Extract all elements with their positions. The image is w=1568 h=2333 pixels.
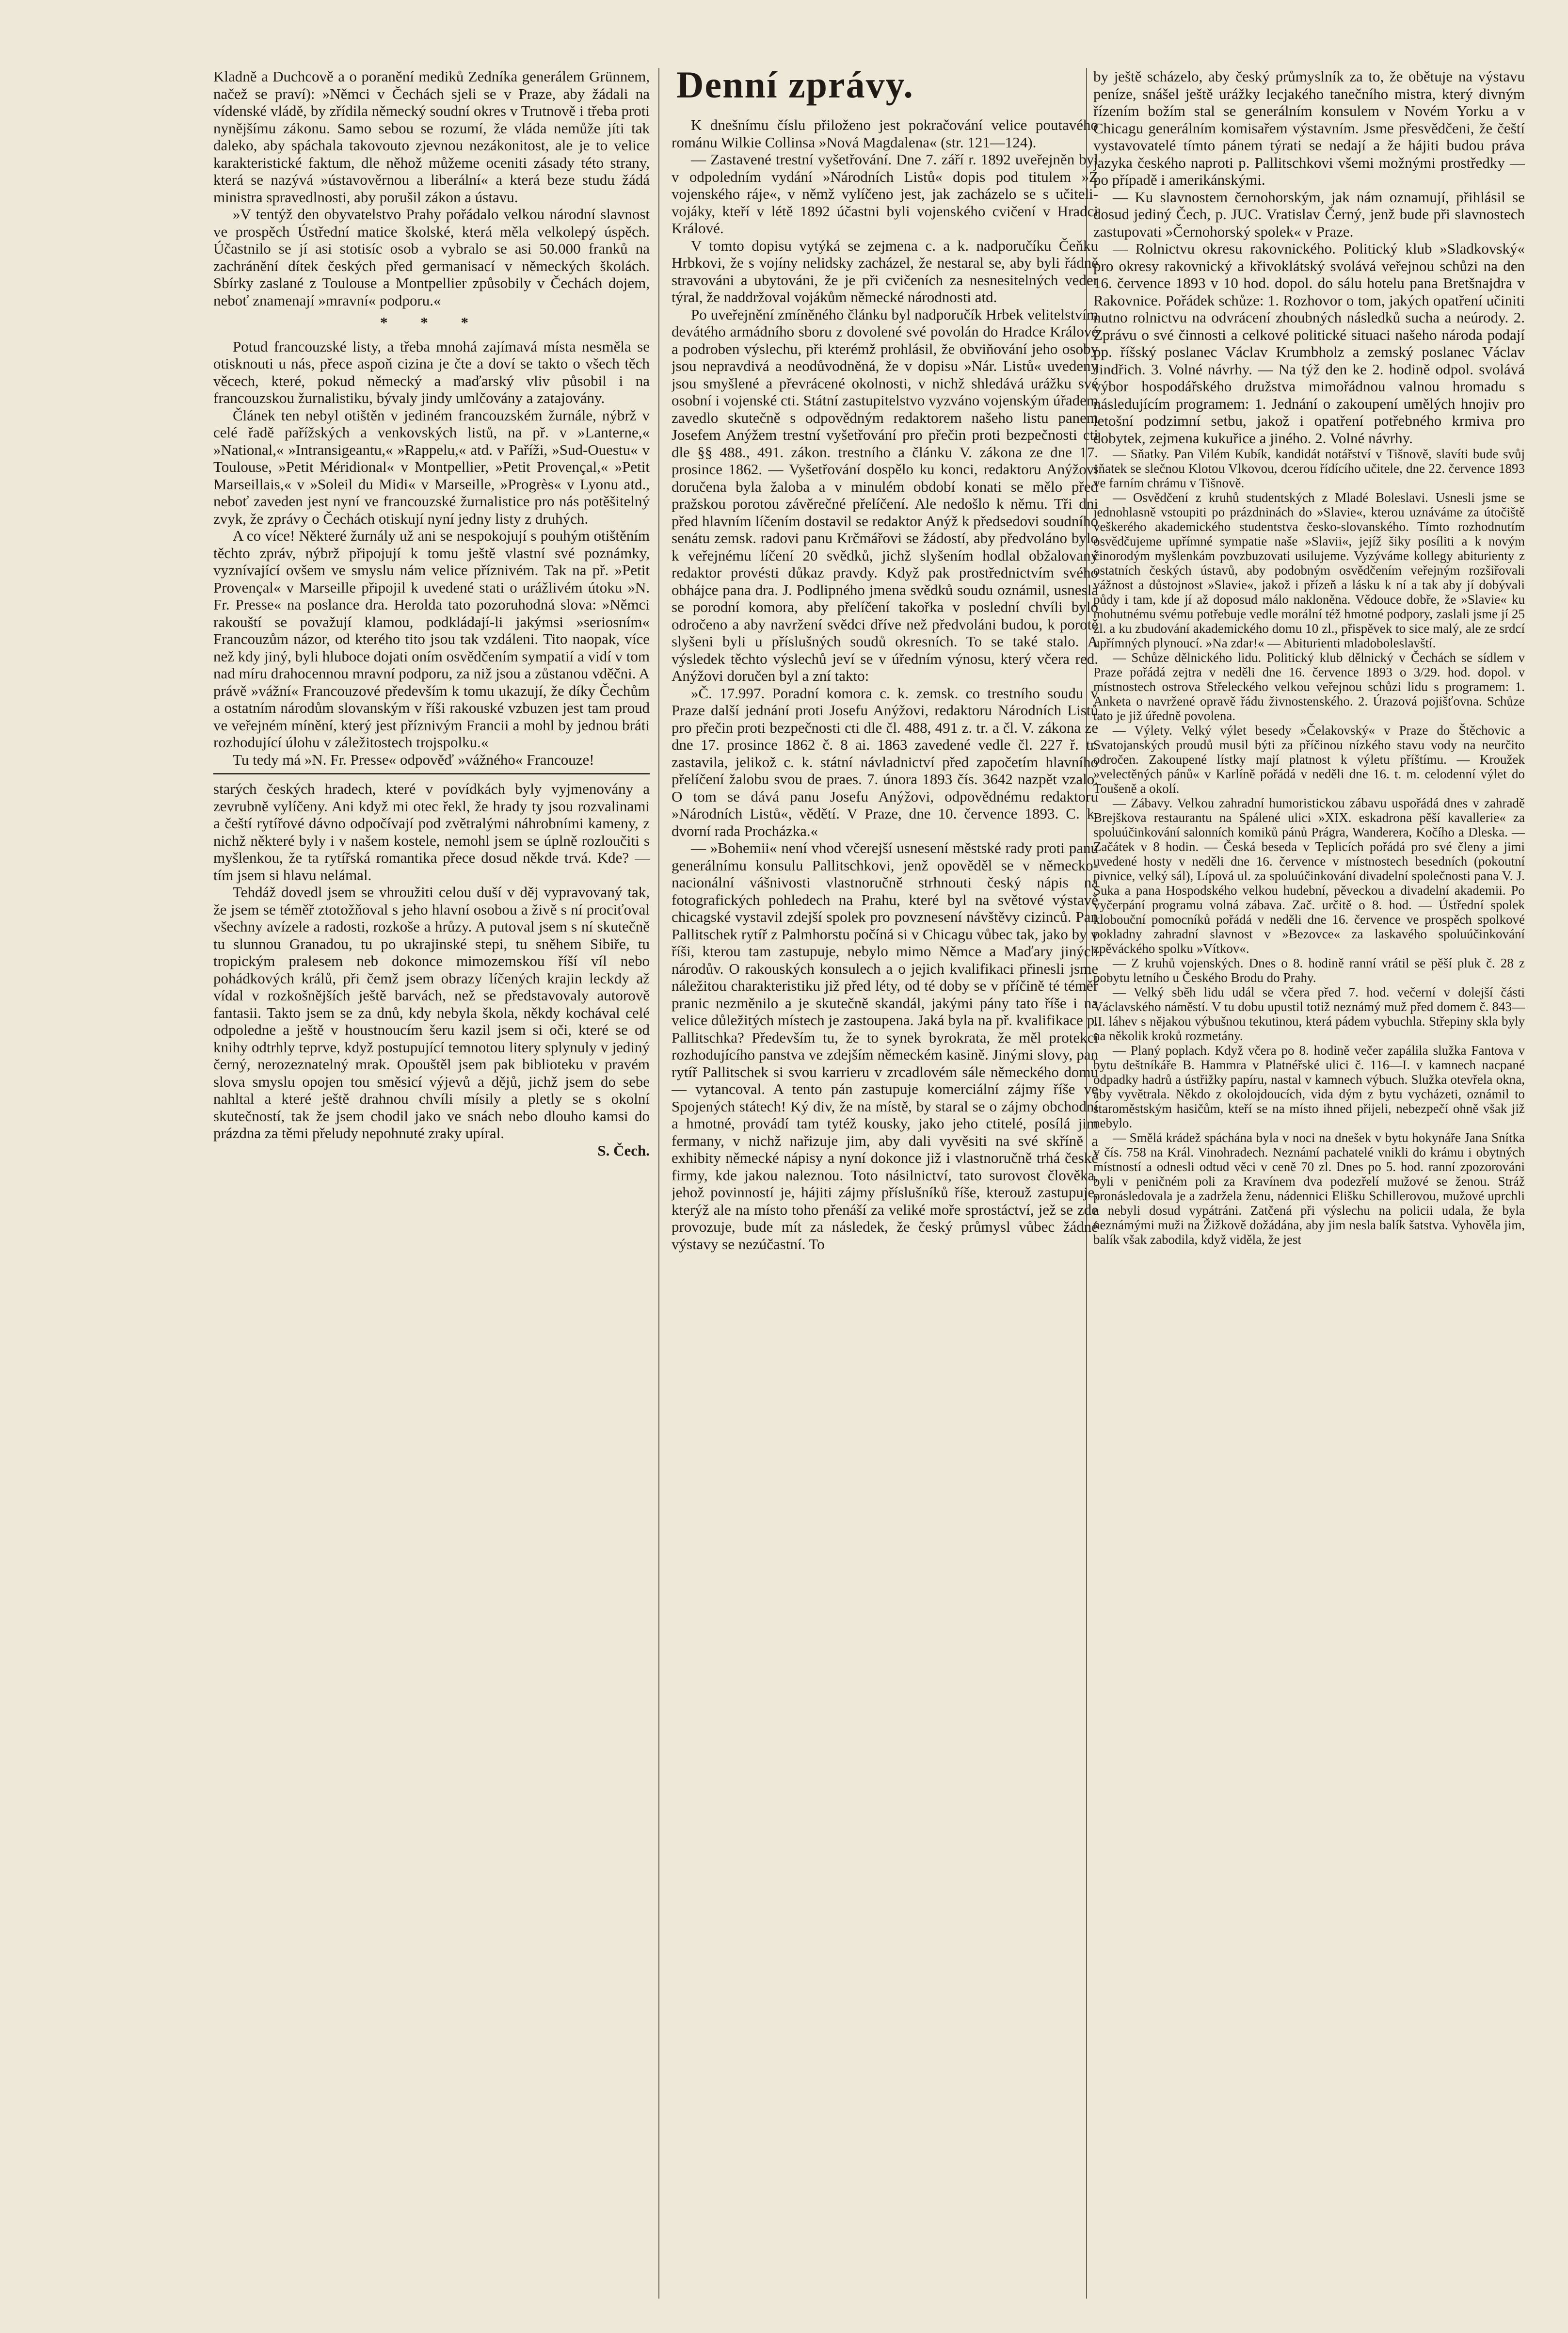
- news-item: — Sňatky. Pan Vilém Kubík, kandidát notářství v Tišnově, slavíti bude svůj sňatek se slečnou Klotou Vlkovou, dcerou řídícího učitele, dne 22. července 1893 ve farním chrámu v Tišnově.: [1093, 447, 1525, 490]
- article-paragraph: Potud francouzské listy, a třeba mnohá zajímavá místa nesměla se otisknouti u nás, přece aspoň cizina je čte a doví se takto o všech těch věcech, které, pokud německý a maďarský vliv působil i na francouzskou žurnalistiku, bývaly jindy umlčovány a zatajovány.: [213, 338, 650, 406]
- article-paragraph: A co více! Některé žurnály už ani se nespokojují s pouhým otištěním těchto zpráv, nýbrž připojují k tomu ještě vlastní své poznámky, vyznívající ovšem ve smyslu nám velice příznivém. Tak na př. »Petit Provençal« v Marseille připojil k uvedené stati o urážlivém útoku »N. Fr. Presse« na poslance dra. Herolda tato pozoruhodná slova: »Němci rakouští se považují klamou, podkládají-li jakýmsi »seriosním« Francouzům názor, od kterého tito jsou tak vzdáleni. Tito naopak, více než kdy jiný, byli hluboce dojati oním osvědčením sympatií a vidí v tom nad míru drahocennou mravní podporu, za niž jsou a zůstanou vděčni. A právě »vážní« Francouzové především k tomu ukazují, že díky Čechům a ostatním národům slovanským v říši rakouské vzbuzen jest tam proud ve veřejném mínění, který jest příznivým Francii a mohl by jednou bráti rozhodující úlohu v záležitostech trojspolku.«: [213, 527, 650, 751]
- news-item: — Planý poplach. Když včera po 8. hodině večer zapálila služka Fantova v bytu deštníkáře B. Hammra v Platnéřské ulici č. 116—I. v kamnech nacpané odpadky hadrů a ústřižky papíru, nastal v kamnech výbuch. Služka otevřela okna, aby vyvětrala. Někdo z okolojdoucích, vida dým z bytu vycházeti, oznámil to staroměstským hasičům, kteří se na místo ihned přijeli, nebezpečí ohně však již nebylo.: [1093, 1043, 1525, 1130]
- section-separator: * * *: [380, 314, 483, 331]
- news-item: — Rolnictvu okresu rakovnického. Politický klub »Sladkovský« pro okresy rakovnický a křivoklátský svolává veřejnou schůzi na den 16. července 1893 v 10 hod. dopol. do sálu hotelu pana Bretšnajdra v Rakovnice. Pořádek schůze: 1. Rozhovor o tom, jakých opatření učiniti nutno rolnictvu na odvrácení zhoubných následků sucha a neúrody. 2. Zprávu o své činnosti a celkové politické situaci našeho národa podají pp. říšský poslanec Václav Krumbholz a zemský poslanec Václav Jindřich. 3. Volné návrhy. — Na týž den ke 2. hodině odpol. svolává výbor hospodářského družstva mimořádnou valnou hromadu s následujícím programem: 1. Jednání o zakoupení umělých hnojiv pro letošní podzimní setbu, jakož i opatření potřebného krmiva pro dobytek, zejmena kukuřice a jiného. 2. Volné návrhy.: [1093, 240, 1525, 447]
- news-item: — Zastavené trestní vyšetřování. Dne 7. září r. 1892 uveřejněn byl v odpoledním vydání »Národních Listů« dopis pod titulem »Z vojenského ráje«, v němž vylíčeno jest, jak zacházelo se s učiteli-vojáky, kteří v létě 1892 účastni byli vojenského cvičení v Hradci Králové.: [672, 151, 1098, 237]
- feuilleton-paragraph: starých českých hradech, které v povídkách byly vyjmenovány a zevrubně vylíčeny. Ani když mi otec řekl, že hrady ty jsou rozvalinami a čeští rytířové dávno odpočívají pod zvětralými náhrobními kameny, z nichž některé byly i v našem kostele, nemohl jsem se úplně rozloučiti s myšlenkou, že ta rytířská romantika přece dosud někde trvá. Kde? — tím jsem si hlavu nelámal.: [213, 780, 650, 884]
- article-paragraph: Tu tedy má »N. Fr. Presse« odpověď »vážného« Francouze!: [233, 751, 594, 768]
- news-item: — Schůze dělnického lidu. Politický klub dělnický v Čechách se sídlem v Praze pořádá zejtra v neděli dne 16. července 1893 o 3/29. hod. dopol. v místnostech ostrova Střeleckého velkou veřejnou schůzi lidu s programem: 1. Anketa o navržené opravě řádu živnostenského. 2. Úrazová pojišťovna. Schůze tato je již úředně povolena.: [1093, 650, 1525, 723]
- news-item: — »Bohemii« není vhod včerejší usnesení městské rady proti panu generálnímu konsulu Pallitschkovi, jenž opověděl se v německo-nacionální vášnivosti vlastnoručně strhnouti český nápis na fotografických pohledech na Prahu, které byl na světové výstavě chicagské vystavil zdejší spolek pro povznesení návštěvy cizinců. Pan Pallitschek rytíř z Palmhorstu počíná si v Chicagu vůbec tak, jako by v říši, kterou tam zastupuje, nebylo mimo Němce a Maďary jiných národův. O rakouských konsulech a o jejich kvalifikaci přinesli jsme náležitou charakteristiku již před léty, od té doby se v příčině té téměř pranic nezměnilo a je skutečně skandál, jakými pány tato říše i na velice důležitých místech je zastoupena. Jaká byla na př. kvalifikace p. Pallitschka? Především tu, že to synek byrokrata, že měl protekci rozhodujícího panstva ve zdejším německém kasině. Jinými slovy, pan rytíř Pallitschek si svou karrieru v zrcadlovém sále německého domu — vytancoval. A tento pán zastupuje komerciální zájmy říše ve Spojených státech! Ký div, že na místě, by staral se o zájmy obchodní a hmotné, provádí tam tytéž kousky, jako jeho ctitelé, posílá jim fermany, v nichž nařizuje jim, aby dali vyvěsiti na své skříně a exhibity německé nápisy a nyní dokonce již i vlastnoručně trhá české firmy, kde jakou naleznou. Toto násilnictví, tato surovost člověka, jehož povinností je, hájiti zájmy příslušníků říše, kterouž zastupuje, kterýž ale na místo toho přenáší za veliké moře sprostáctví, jež se zde provozuje, bude mít za následek, že český průmysl vůbec žádné výstavy se nezúčastní. To: [672, 839, 1098, 1253]
- section-heading: Denní zprávy.: [676, 64, 914, 106]
- news-item: by ještě scházelo, aby český průmyslník za to, že obětuje na výstavu peníze, snášel ještě urážky lecjakého tanečního mistra, který divným řízením božím stal se generálním konsulem v Novém Yorku a v Chicagu generálním komisařem výstavním. Jsme přesvědčeni, že čeští vystavovatelé tímto pánem týrati se nedají a že hájiti budou práva jazyka českého naproti p. Pallitschkovi všemi možnými prostředky — po případě i amerikánskými.: [1093, 68, 1525, 188]
- column-left: [213, 68, 650, 2303]
- news-item: Po uveřejnění zmíněného článku byl nadporučík Hrbek velitelstvím devátého armádního sboru z dovolené své povolán do Hradce Králové a podroben výslechu, při kterémž prohlásil, že obviňování jeho osoby jsou nepravdivá a neodůvodněná, že v dopisu »Nár. Listů« uvedeny jsou smyšlené a převrácené okolnosti, v nichž shledává urážku své osobní i vojenské cti. Státní zastupitelstvo vyzváno vojenským úřadem zavedlo skutečně s odpovědným redaktorem našeho listu panem Josefem Anýžem trestní vyšetřování pro přečin proti bezpečnosti cti dle §§ 488., 491. zákon. trestního a článku V. zákona ze dne 17. prosince 1862. — Vyšetřování dospělo ku konci, redaktoru Anýžovi doručena byla žaloba a v minulém období konati se mělo před pražskou porotou závěrečné přelíčení. Ale nedošlo k němu. Tři dni před hlavním líčením dostavil se redaktor Anýž k předsedovi soudního senátu zemsk. radovi panu Krčmářovi se žádostí, aby předvoláno bylo k veřejnému líčení 20 svědků, jichž slyšením hodlal obžalovaný redaktor provésti důkaz pravdy. Když pak prostřednictvím svého obhájce pana dra. J. Podlipného jmena svědků soudu oznámil, usnesla se porodní komora, aby přelíčení takořka v poslední chvíli bylo odročeno a aby navržení svědci dříve než předvoláni budou, k porotě slyšeni byli u příslušných soudů okresních. To se také stalo. A výsledek těchto výslechů jeví se v úředním výnosu, který včera red. Anýžovi doručen byl a zní takto:: [672, 306, 1098, 684]
- news-item: V tomto dopisu vytýká se zejmena c. a k. nadporučíku Čeňku Hrbkovi, že s vojíny nelidsky zacházel, že nestaral se, aby byli řádně stravováni a ubytováni, že je při cvičeních za nesnesitelných veder týral, že naddržoval vojákům německé národnosti atd.: [672, 237, 1098, 306]
- news-item: — Z kruhů vojenských. Dnes o 8. hodině ranní vrátil se pěší pluk č. 28 z pobytu letního u Českého Brodu do Prahy.: [1093, 956, 1525, 985]
- court-decree-quote: »Č. 17.997. Poradní komora c. k. zemsk. co trestního soudu v Praze další jednání proti Josefu Anýžovi, redaktoru Národních Listů pro přečin proti bezpečnosti cti dle čl. 488, 491 z. tr. a čl. V. zákona ze dne 17. prosince 1862 č. 8 ai. 1863 zavedené vedle čl. 227 ř. tr. zastavila, jelikož c. k. státní návladnictví před započetím hlavního přelíčení žalobu svou de praes. 7. února 1893 čís. 3642 nazpět vzalo. O tom se dává panu Josefu Anýžovi, odpovědnému redaktoru »Národních Listů«, vědětí. V Praze, dne 10. července 1893. C. k. dvorní rada Procházka.«: [672, 684, 1098, 839]
- news-item: — Smělá krádež spáchána byla v noci na dnešek v bytu hokynáře Jana Snítka v čís. 758 na Král. Vinohradech. Neznámí pachatelé vnikli do krámu i obytných místností a odnesli odtud věci v ceně 70 zl. Dnes po 5. hod. ranní zpozorováni byli v peničném poli za Kravínem dva podezřelí mužové se ženou. Stráž pronásledovala je a zadržela ženu, nádennici Elišku Schillerovou, mužové uprchli a nebyli dosud vypátráni. Zatčená při výslechu na policii udala, že byla neznámými muži na Žižkově dožádána, aby jim nesla balík šatstva. Vyhověla jim, balík však zabodila, když viděla, že jest: [1093, 1130, 1525, 1247]
- article-paragraph: Kladně a Duchcově a o poranění mediků Zedníka generálem Grünnem, načež se praví): »Němci v Čechách sjeli se v Praze, aby žádali na vídenské vládě, by zřídila německý soudní okres v Trutnově i třeba proti nynějšímu zákonu. Samo sebou se rozumí, že vláda nemůže jíti tak daleko, aby spáchala takovouto zjevnou nezákonitost, ale je to velice karakteristické faktum, dle něhož můžeme oceniti zásady této strany, která se nazývá »ústavověrnou a liberální« a která beze studu žádá ministra spravedlnosti, aby porušil zákon a ústavu.: [213, 68, 650, 206]
- news-item: — Osvědčení z kruhů studentských z Mladé Boleslavi. Usnesli jsme se jednohlasně vstoupiti po prázdninách do »Slavie«, kterou uznáváme za útočiště veškerého akademického studentstva česko-slovanského. Tímto rozhodnutím osvědčujeme upřímné sympatie naše »Slavii«, jejíž šiky posíliti a k novým činorodým myšlenkám povzbuzovati usilujeme. Vyzýváme kollegy abiturienty z ostatních českých ústavů, aby podobným osvědčením veřejným rozšiřovali vážnost a důstojnost »Slavie«, jakož i přízeň a lásku k ní a tak aby jí dobývali půdy i tam, kde jí až doposud málo nakloněna. Vědouce dobře, že »Slavie« ku mohutnému svému potřebuje vedle morální též hmotné podpory, zaslali jsme jí 25 zl. a ku zbudování akademického domu 10 zl., přispěvek to sice malý, ale ze srdcí upřímných plynoucí. »Na zdar!« — Abiturienti mladoboleslavští.: [1093, 490, 1525, 650]
- news-item: K dnešnímu číslu přiloženo jest pokračování velice poutavého románu Wilkie Collinsa »Nová Magdalena« (str. 121—124).: [672, 116, 1098, 151]
- author-signature: S. Čech.: [597, 1142, 650, 1159]
- news-item: — Ku slavnostem černohorským, jak nám oznamují, přihlásil se dosud jediný Čech, p. JUC. Vratislav Černý, jenž bude při slavnostech zastupovati »Černohorský spolek« v Praze.: [1093, 188, 1525, 240]
- article-paragraph: »V tentýž den obyvatelstvo Prahy pořádalo velkou národní slavnost ve prospěch Ústřední matice školské, která měla velkolepý úspěch. Účastnilo se jí asi stotisíc osob a vybralo se asi 50.000 franků na zachránění dítek českých před germanisací v německých školách. Sbírky zaslané z Toulouse a Montpellier způsobily v Čechách dojem, neboť znamenají »mravní« podporu.«: [213, 206, 650, 309]
- news-item: — Velký sběh lidu udál se včera před 7. hod. večerní v dolejší části Václavského náměstí. V tu dobu upustil totiž neznámý muž před domem č. 843—II. láhev s nějakou výbušnou tekutinou, která pádem vybuchla. Střepiny skla byly na několik kroků rozmetány.: [1093, 985, 1525, 1043]
- news-item: — Výlety. Velký výlet besedy »Čelakovský« v Praze do Štěchovic a Svatojanských proudů musil býti za příčinou nízkého stavu vody na neurčito odročen. Zakoupené lístky mají platnost k výletu příštímu. — Kroužek »velectěných pánů« v Karlíně pořádá v neděli dne 16. t. m. celodenní výlet do Toušeně a okolí.: [1093, 723, 1525, 796]
- column-right: [1093, 68, 1525, 2303]
- column-middle: [672, 116, 1098, 2303]
- column-divider: [658, 68, 659, 2299]
- horizontal-rule: [213, 773, 650, 774]
- feuilleton-paragraph: Tehdáž dovedl jsem se vhroužiti celou duší v děj vypravovaný tak, že jsem se téměř ztotožňoval s jeho hlavní osobou a živě s ní prociťoval všechny avízele a radosti, rozkoše a hrůzy. A putoval jsem s ní skutečně tu slunnou Granadou, tu po ukrajinské stepi, tu sněhem Sibiře, tu tropickým pralesem neb dokonce mimozemskou říší víl nebo pohádkových králů, při čemž jsem obrazy líčených krajin leckdy až vídal v rozkošnějších ještě barvách, než se představovaly autorově fantasii. Takto jsem se za dnů, kdy nebyla škola, někdy kochával celé odpoledne a ještě v houstnoucím šeru kazil jsem si oči, které se od knihy odtrhly teprve, když postupující temnotou litery splynuly v jediný černý, nerozeznatelný mrak. Opouštěl jsem pak biblioteku v pravém slova smyslu opojen tou směsicí výjevů a dějů, jichž jsem do sebe nahltal a které ještě drahnou chvíli mísily a pletly se s okolní skutečností, tak že jsem chodil jako ve snách nebo dlouho kamsi do prázdna za těmi přeludy nepohnuté zraky upíral.: [213, 884, 650, 1142]
- article-paragraph: Článek ten nebyl otištěn v jediném francouzském žurnále, nýbrž v celé řadě pařížských a venkovských listů, na př. v »Lanterne,« »National,« »Intransigeantu,« »Rappelu,« atd. v Paříži, »Sud-Ouestu« v Toulouse, »Petit Méridional« v Montpellier, »Petit Provençal,« »Petit Marseillais,« v »Soleil du Midi« v Marseille, »Progrès« v Lyonu atd., neboť zaveden jest nyní ve francouzské žurnalistice pro nás potěšitelný zvyk, že zprávy o Čechách otiskují nyní jedny listy z druhých.: [213, 406, 650, 527]
- news-item: — Zábavy. Velkou zahradní humoristickou zábavu uspořádá dnes v zahradě Brejškova restaurantu na Spálené ulici »XIX. eskadrona pěší kavallerie« za spoluúčinkování salonních komiků pánů Prágra, Wanderera, Kočího a Dleska. — Začátek v 8 hodin. — Česká beseda v Teplicích pořádá pro své členy a jimi uvedené hosty v neděli dne 16. července v místnostech besedních (pokoutní pivnice, velký sál), Lípová ul. za spoluúčinkování divadelní společnosti pana V. J. Suka a pana Hospodského velkou hudební, pěveckou a divadelní akademii. Po vyčerpání programu volná zábava. Zač. určitě o 8. hod. — Ústřední spolek klobouční pomocníků pořádá v neděli dne 16. července ve prospěch spolkové pokladny zahradní slavnost v »Bezovce« za laskavého spoluúčinkování zpěváckého spolku »Vítkov«.: [1093, 796, 1525, 956]
